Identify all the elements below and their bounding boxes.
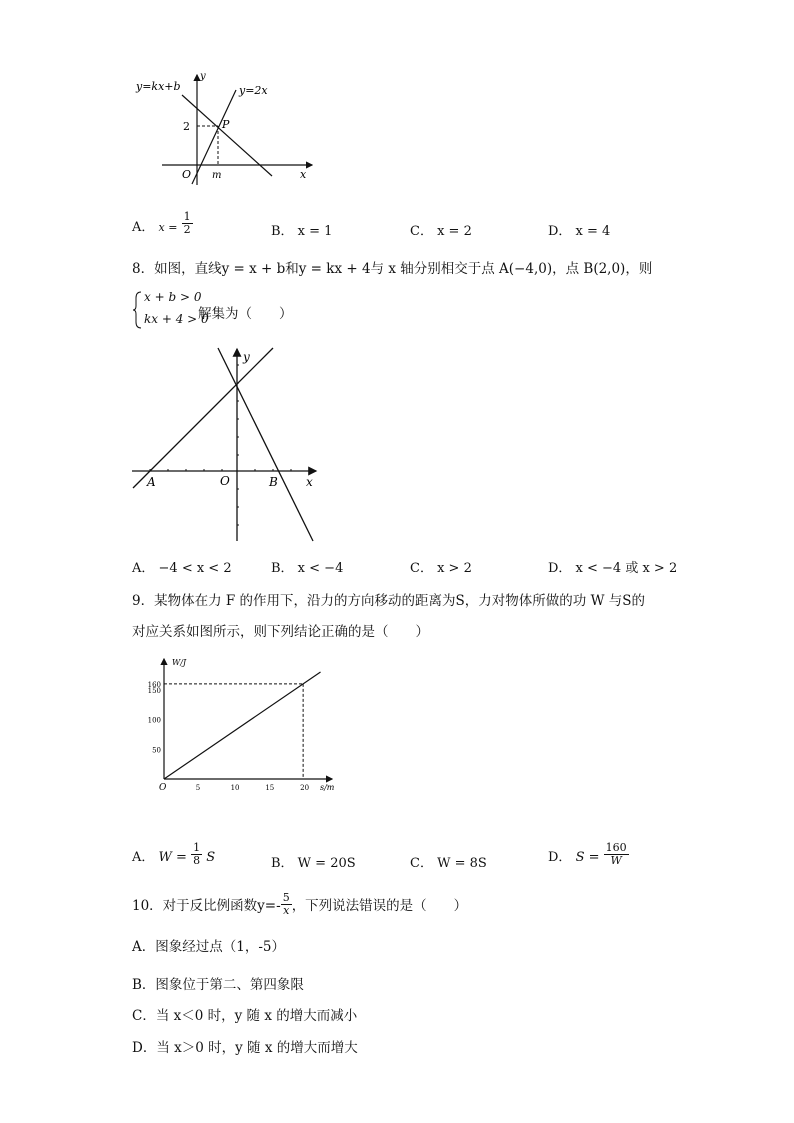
q9-option-d-denominator: W: [610, 854, 622, 867]
q7-option-a-fraction: [182, 211, 193, 235]
q9-x-tick-label: 15: [265, 784, 275, 792]
q7-origin-label: O: [182, 168, 192, 181]
q7-x-tick: m: [212, 170, 222, 181]
q8-options: [132, 557, 692, 581]
q8-system-line2: kx + 4 > 0: [144, 312, 209, 326]
q9-y-tick-label: 150: [147, 686, 161, 695]
q9-option-a-numerator: 1: [193, 841, 201, 855]
q7-option-a-numerator: 1: [183, 210, 191, 224]
q9-option-d-label: D．: [548, 850, 572, 865]
q8-origin-label: O: [220, 474, 230, 488]
q8-stem: 8．如图，直线y = x + b和y = kx + 4与 x 轴分别相交于点 A(−4,0)，点 B(2,0)，则: [132, 261, 653, 277]
q7-option-a-lhs: x =: [158, 221, 178, 234]
q9-y-tick-label: 100: [147, 716, 161, 725]
q9-option-d[interactable]: [548, 841, 629, 867]
q9-x-tick-label: 5: [195, 784, 201, 792]
q10-stem: [132, 891, 468, 917]
q10-option-c[interactable]: C．当 x＜0 时，y 随 x 的增大而减小: [132, 1008, 358, 1024]
q10-stem-denominator: x: [283, 904, 290, 917]
q9-options: [132, 841, 692, 880]
q8-y-axis-label: y: [243, 350, 250, 364]
q7-point-label: P: [222, 118, 230, 131]
q9-option-d-lhs: S =: [575, 850, 600, 865]
q8-line-kx4: [218, 348, 313, 541]
q8-point-a-label: A: [147, 475, 156, 489]
q9-x-tick-label: 20: [300, 784, 310, 792]
q9-option-a-denominator: 8: [193, 854, 201, 867]
q8-option-c[interactable]: C． x > 2: [410, 561, 472, 576]
q9-y-axis-label: W/J: [172, 658, 187, 667]
q8-option-b[interactable]: B． x < −4: [271, 561, 344, 576]
q9-stem-line2: 对应关系如图所示，则下列结论正确的是（ ）: [132, 624, 429, 640]
q9-option-b[interactable]: B． W = 20S: [271, 856, 356, 871]
q7-line2-label: y=2x: [239, 84, 268, 97]
q7-option-d[interactable]: D． x = 4: [548, 224, 611, 239]
q7-option-c[interactable]: C． x = 2: [410, 224, 472, 239]
q8-brace-icon: [132, 290, 142, 330]
q10-stem-prefix: 10．对于反比例函数y=-: [132, 898, 281, 914]
q9-option-a-tail: S: [206, 850, 216, 865]
q7-y-axis-label: y: [200, 71, 206, 82]
q7-options: [132, 210, 692, 240]
q9-option-c[interactable]: C． W = 8S: [410, 856, 487, 871]
q8-system-line1: x + b > 0: [144, 290, 202, 304]
q8-system-tail: 解集为（ ）: [198, 306, 293, 322]
q7-line-kxb: [182, 95, 272, 176]
q10-stem-numerator: 5: [282, 891, 290, 905]
q7-y-tick: 2: [183, 120, 190, 133]
q10-stem-suffix: ，下列说法错误的是（ ）: [291, 898, 468, 914]
q8-point-b-label: B: [269, 475, 278, 489]
q7-option-a[interactable]: [132, 210, 193, 236]
q7-x-axis-label: x: [300, 168, 307, 181]
q9-x-tick-label: 10: [230, 784, 240, 792]
q10-stem-fraction: [281, 892, 292, 916]
q8-x-axis-label: x: [306, 475, 313, 489]
q7-line1-label: y=kx+b: [136, 80, 181, 93]
q9-stem-line1: 9．某物体在力 F 的作用下，沿力的方向移动的距离为S，力对物体所做的功 W 与S的: [132, 593, 645, 609]
q7-option-b[interactable]: B． x = 1: [271, 224, 333, 239]
q9-option-a-lhs: W =: [158, 850, 187, 865]
q10-option-a[interactable]: A．图象经过点（1，-5）: [132, 939, 285, 955]
q7-option-a-denominator: 2: [183, 223, 191, 236]
q9-y-tick-label: 50: [152, 746, 161, 755]
q9-option-d-numerator: 160: [605, 841, 627, 855]
q7-graph: [132, 70, 322, 190]
q8-option-d[interactable]: D． x < −4 或 x > 2: [548, 561, 678, 576]
q9-option-d-fraction: [604, 842, 629, 866]
q9-series-line: [164, 672, 321, 779]
q9-option-a-label: A．: [132, 850, 155, 865]
q9-y-tick-label: 160: [147, 680, 161, 689]
q9-x-axis-label: s/m: [320, 783, 335, 792]
q9-option-a-fraction: [191, 842, 202, 866]
q8-graph: [130, 345, 330, 545]
q7-option-a-label: A．: [132, 220, 155, 235]
q10-option-b[interactable]: B．图象位于第二、第四象限: [132, 977, 304, 993]
q8-option-a[interactable]: A． −4 < x < 2: [132, 561, 232, 576]
q9-chart: [140, 655, 335, 795]
q9-origin-label: O: [159, 783, 167, 793]
q10-option-d[interactable]: D．当 x＞0 时，y 随 x 的增大而增大: [132, 1040, 358, 1056]
q9-option-a[interactable]: [132, 841, 216, 867]
